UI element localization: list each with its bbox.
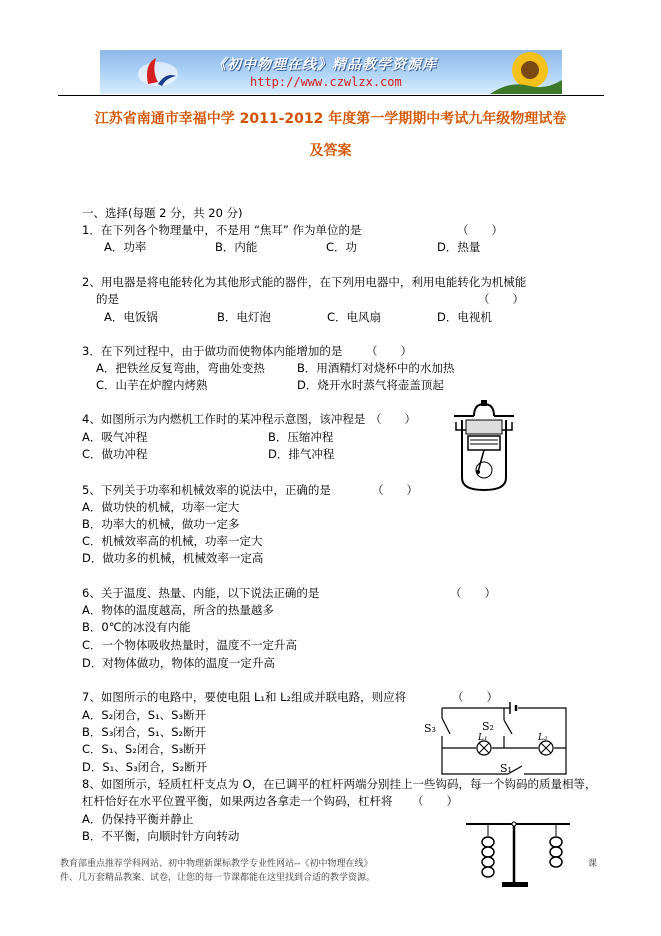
- q8-answer-paren: （ ）: [412, 794, 458, 808]
- q3-answer-paren: （ ）: [366, 344, 412, 358]
- footer-line1: 教育部重点推荐学科网站、初中物理新课标教学专业性网站--《初中物理在线》: [60, 859, 373, 869]
- q1-option-c: C．功: [326, 240, 358, 254]
- lever-diagram: [466, 818, 576, 890]
- footer-side: 课: [588, 859, 598, 869]
- q3-option-d: D．烧开水时蒸气将壶盖顶起: [297, 378, 444, 392]
- q6-option-a: A．物体的温度越高，所含的热量越多: [82, 603, 274, 617]
- q2-option-a: A．电饭锅: [104, 310, 158, 324]
- q6-answer-paren: （ ）: [450, 586, 496, 600]
- q7-option-a: A．S₂闭合，S₁、S₃断开: [82, 708, 207, 722]
- logo-icon: [136, 54, 180, 90]
- q1-answer-paren: （ ）: [457, 223, 503, 237]
- q3-stem: 3．在下列过程中，由于做功而使物体内能增加的是: [82, 344, 343, 358]
- q5-option-c: C．机械效率高的机械，功率一定大: [82, 534, 263, 548]
- q1-stem: 1．在下列各个物理量中，不是用 “焦耳” 作为单位的是: [82, 223, 362, 237]
- q5-answer-paren: （ ）: [372, 483, 418, 497]
- label-s2: S₂: [482, 720, 494, 733]
- q8-option-a: A．仍保持平衡并静止: [82, 812, 194, 826]
- header-rule: [58, 95, 604, 96]
- banner-url[interactable]: http://www.czwlzx.com: [250, 75, 402, 89]
- q3-option-a: A．把铁丝反复弯曲，弯曲处变热: [96, 361, 265, 375]
- switch-s2: [504, 720, 512, 734]
- page-title: 江苏省南通市幸福中学 2011-2012 年度第一学期期中考试九年级物理试卷: [94, 111, 567, 127]
- q5-option-a: A．做功快的机械，功率一定大: [82, 500, 240, 514]
- weights-left: [482, 837, 494, 877]
- section-heading: 一、选择(每题 2 分，共 20 分): [82, 206, 243, 220]
- q6-option-c: C．一个物体吸收热量时，温度不一定升高: [82, 638, 298, 652]
- q1-option-d: D．热量: [437, 240, 481, 254]
- label-l2: L₂: [538, 733, 548, 743]
- q2-option-b: B．电灯泡: [217, 310, 271, 324]
- weights-right: [550, 837, 562, 867]
- q3-option-b: B．用酒精灯对烧杯中的水加热: [297, 361, 455, 375]
- q4-option-b: B．压缩冲程: [268, 430, 334, 444]
- q1-option-b: B．内能: [215, 240, 258, 254]
- q7-option-c: C．S₁、S₂闭合，S₃断开: [82, 742, 207, 756]
- q4-option-c: C．做功冲程: [82, 447, 148, 461]
- switch-s3: [442, 718, 450, 734]
- label-s1: S₁: [500, 762, 512, 775]
- label-l1: L₁: [478, 733, 488, 743]
- q8-stem-cont: 杠杆恰好在水平位置平衡，如果两边各拿走一个钩码，杠杆将: [82, 794, 393, 808]
- q8-option-b: B．不平衡，向顺时针方向转动: [82, 829, 240, 843]
- q4-option-a: A．吸气冲程: [82, 430, 148, 444]
- q1-option-a: A．功率: [104, 240, 147, 254]
- page-title-line2: 及答案: [309, 143, 352, 159]
- q7-stem: 7、如图所示的电路中，要使电阻 L₁和 L₂组成并联电路，则应将: [82, 690, 407, 704]
- circuit-diagram: [420, 700, 570, 782]
- q2-stem: 2、用电器是将电能转化为其他形式能的器件，在下列用电器中，利用电能转化为机械能: [82, 275, 527, 289]
- q5-stem: 5、下列关于功率和机械效率的说法中，正确的是: [82, 483, 331, 497]
- banner-title: 《初中物理在线》精品教学资源库: [212, 57, 437, 73]
- q2-option-d: D．电视机: [437, 310, 492, 324]
- q4-stem: 4、如图所示为内燃机工作时的某冲程示意图，该冲程是: [82, 412, 366, 426]
- engine-stroke-diagram: [452, 400, 516, 492]
- q6-stem: 6、关于温度、热量、内能，以下说法正确的是: [82, 586, 320, 600]
- q7-option-d: D．S₁、S₃闭合，S₂断开: [82, 760, 208, 774]
- q3-option-c: C．山芋在炉膛内烤熟: [96, 378, 208, 392]
- q2-answer-paren: （ ）: [478, 292, 524, 306]
- q7-option-b: B．S₃闭合，S₁、S₂断开: [82, 725, 207, 739]
- q6-option-d: D．对物体做功，物体的温度一定升高: [82, 656, 275, 670]
- q8-stem: 8、如图所示，轻质杠杆支点为 O，在已调平的杠杆两端分别挂上一些钩码，每一个钩码的质量相等，: [82, 777, 597, 791]
- label-s3: S₃: [424, 722, 436, 735]
- header-banner: [100, 50, 562, 94]
- q2-option-c: C．电风扇: [327, 310, 382, 324]
- q4-answer-paren: （ ）: [370, 412, 416, 426]
- q2-stem-cont: 的是: [96, 292, 119, 306]
- footer-line2: 件、几万套精品教案、试卷，让您的每一节课都能在这里找到合适的教学资源。: [60, 873, 376, 883]
- q6-option-b: B．0℃的冰没有内能: [82, 620, 191, 634]
- q5-option-b: B．功率大的机械，做功一定多: [82, 517, 240, 531]
- q4-option-d: D．排气冲程: [268, 447, 335, 461]
- q7-answer-paren: （ ）: [452, 690, 498, 704]
- sunflower-icon: [490, 50, 562, 94]
- q5-option-d: D．做功多的机械，机械效率一定高: [82, 551, 264, 565]
